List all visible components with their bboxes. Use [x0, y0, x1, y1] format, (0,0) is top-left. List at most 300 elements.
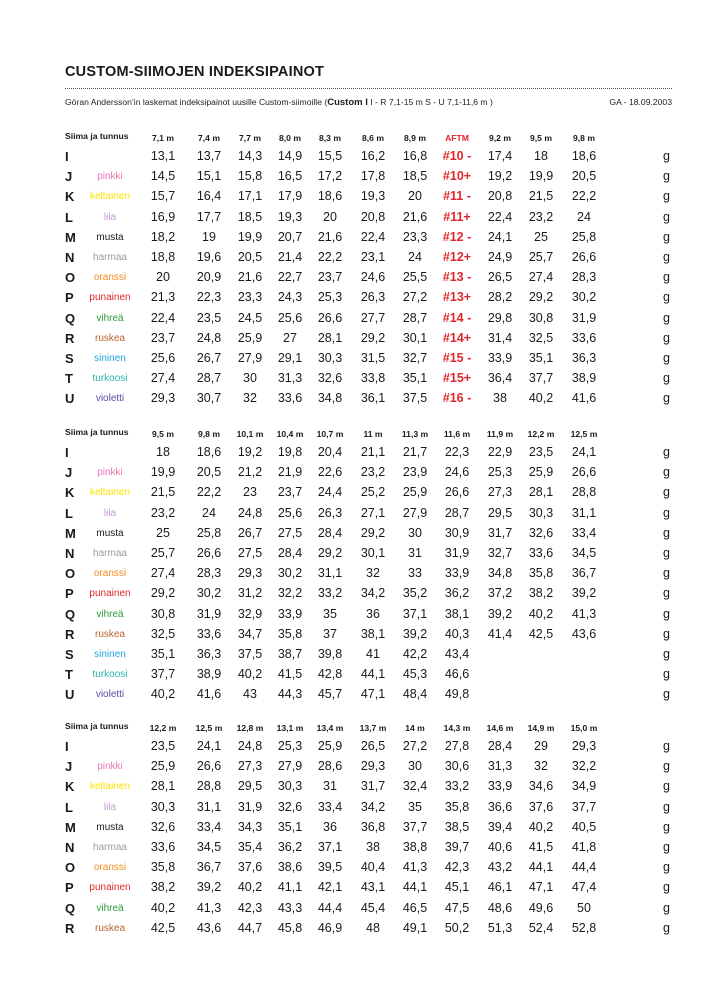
weight-cell: 25	[156, 525, 170, 540]
weight-cell: 21,5	[528, 189, 554, 204]
unit-label: g	[663, 249, 670, 264]
weight-cell: 38,1	[360, 626, 386, 641]
weight-cell: 37,7	[528, 371, 554, 386]
weight-cell: 40,6	[487, 839, 513, 854]
line-letter: I	[65, 445, 69, 460]
weight-cell: 27,3	[487, 485, 513, 500]
unit-label: g	[663, 149, 670, 163]
table-row	[65, 583, 677, 603]
weight-cell: 44,7	[237, 920, 263, 935]
page-title: CUSTOM-SIIMOJEN INDEKSIPAINOT	[65, 64, 325, 80]
color-name: pinkki	[97, 761, 123, 773]
weight-cell: 41,4	[487, 626, 513, 641]
line-letter: L	[65, 505, 73, 521]
weight-cell: 44,1	[528, 860, 554, 875]
weight-cell: 29,3	[360, 759, 386, 774]
column-header: 14,9 m	[527, 723, 555, 733]
weight-cell: 46,1	[487, 880, 513, 895]
unit-label: g	[663, 545, 670, 560]
weight-cell: 38,9	[196, 667, 222, 682]
weight-cell: 18,6	[196, 445, 222, 459]
weight-cell: 37,1	[402, 606, 428, 621]
weight-cell: 33,6	[196, 626, 222, 641]
weight-cell: 35,1	[402, 371, 428, 386]
weight-cell: 36	[366, 606, 380, 621]
table-row	[65, 644, 677, 664]
table-row	[65, 736, 677, 756]
unit-label: g	[663, 465, 670, 480]
table-row	[65, 166, 677, 186]
weight-cell: 25,7	[528, 249, 554, 264]
weight-cell: 23,3	[237, 290, 263, 305]
weight-cell: 29,2	[150, 586, 176, 601]
weight-cell: 25,5	[402, 270, 428, 285]
weight-cell: 37,5	[237, 646, 263, 661]
unit-label: g	[663, 839, 670, 854]
unit-label: g	[663, 759, 670, 774]
weight-cell: 36,2	[277, 839, 303, 854]
weight-cell: 18,2	[150, 229, 176, 244]
aftm-class-cell: #10 -	[442, 149, 472, 163]
weight-cell: 41,5	[528, 839, 554, 854]
weight-cell: 31,2	[237, 586, 263, 601]
aftm-class-cell: #13 -	[442, 270, 472, 285]
unit-label: g	[663, 371, 670, 386]
weight-cell: 15,8	[237, 169, 263, 184]
weight-cell: 36,3	[196, 646, 222, 661]
weight-cell: 47,5	[444, 900, 470, 915]
weight-cell: 21,9	[277, 465, 303, 480]
weight-cell: 36	[323, 819, 337, 834]
line-letter: O	[65, 860, 76, 876]
weight-cell: 31	[323, 779, 337, 794]
weight-cell: 20,8	[487, 189, 513, 204]
weight-cell: 24,9	[487, 249, 513, 264]
column-header: 11,9 m	[486, 429, 514, 439]
column-header: 11,6 m	[443, 429, 471, 439]
color-name: vihreä	[96, 312, 124, 324]
weight-cell: 25,6	[277, 310, 303, 325]
subtitle	[65, 97, 672, 108]
weight-cell: 33,4	[571, 525, 597, 540]
weight-cell: 25,3	[317, 290, 343, 305]
column-header: 8,3 m	[319, 133, 341, 143]
weight-table-2	[65, 424, 677, 704]
weight-cell: 47,1	[360, 687, 386, 702]
weight-cell: 29,3	[237, 566, 263, 581]
color-name: sininen	[94, 352, 126, 364]
color-name: punainen	[89, 882, 131, 894]
weight-cell: 32,2	[277, 586, 303, 601]
table-row	[65, 918, 677, 938]
weight-cell: 23,1	[360, 249, 386, 264]
weight-cell: 40,2	[237, 880, 263, 895]
weight-cell: 17,1	[237, 189, 263, 204]
color-name: turkoosi	[92, 373, 128, 385]
weight-cell: 42,3	[237, 900, 263, 915]
column-header: 9,5 m	[152, 429, 174, 439]
weight-cell: 49,8	[444, 687, 470, 702]
weight-cell: 52,4	[528, 920, 554, 935]
unit-label: g	[663, 350, 670, 365]
color-name: musta	[96, 527, 124, 539]
color-name: violetti	[95, 689, 125, 701]
weight-cell: 25,9	[402, 485, 428, 500]
weight-cell: 28,7	[444, 505, 470, 520]
unit-label: g	[663, 189, 670, 204]
weight-cell: 21,1	[360, 445, 386, 459]
weight-cell: 42,2	[402, 646, 428, 661]
color-name: musta	[96, 231, 124, 243]
weight-cell: 43,4	[444, 646, 470, 661]
weight-cell: 34,8	[487, 566, 513, 581]
weight-cell: 28,8	[571, 485, 597, 500]
weight-cell: 29,8	[487, 310, 513, 325]
weight-cell: 33,2	[444, 779, 470, 794]
weight-cell: 44,4	[317, 900, 343, 915]
line-letter: I	[65, 149, 69, 164]
column-header: 10,7 m	[316, 429, 344, 439]
aftm-class-cell: #11 -	[443, 189, 471, 204]
color-name: lila	[103, 211, 117, 223]
unit-label: g	[663, 445, 670, 459]
weight-cell: 18	[156, 445, 170, 459]
weight-cell: 32	[366, 566, 380, 581]
weight-cell: 30,7	[196, 391, 222, 406]
weight-cell: 21,4	[277, 249, 303, 264]
column-header: 13,7 m	[359, 723, 387, 733]
weight-cell: 32,6	[317, 371, 343, 386]
weight-cell: 44,3	[277, 687, 303, 702]
table-row	[65, 146, 677, 166]
weight-cell: 48,4	[402, 687, 428, 702]
weight-cell: 31,7	[360, 779, 386, 794]
table-row	[65, 776, 677, 796]
weight-cell: 32,7	[402, 350, 428, 365]
column-header: 8,6 m	[362, 133, 384, 143]
weight-cell: 23,7	[277, 485, 303, 500]
weight-cell: 22,6	[317, 465, 343, 480]
weight-cell: 35	[323, 606, 337, 621]
weight-cell: 32	[243, 391, 257, 406]
aftm-class-cell: #15 -	[442, 350, 472, 365]
weight-cell: 20,9	[196, 270, 222, 285]
column-header: 9,8 m	[573, 133, 595, 143]
weight-cell: 32,2	[571, 759, 597, 774]
weight-cell: 18	[534, 149, 548, 163]
weight-cell: 27,1	[360, 505, 386, 520]
weight-cell: 30	[408, 759, 422, 774]
weight-cell: 41,8	[571, 839, 597, 854]
weight-cell: 30,9	[444, 525, 470, 540]
weight-cell: 50	[577, 900, 591, 915]
weight-cell: 16,2	[360, 149, 386, 163]
line-letter: N	[65, 249, 75, 265]
weight-cell: 38,9	[571, 371, 597, 386]
weight-cell: 32,7	[487, 545, 513, 560]
weight-cell: 29,3	[571, 739, 597, 753]
unit-label: g	[663, 819, 670, 834]
weight-cell: 33,9	[277, 606, 303, 621]
weight-cell: 41	[366, 646, 380, 661]
weight-cell: 33,9	[487, 779, 513, 794]
weight-cell: 21,2	[237, 465, 263, 480]
weight-cell: 26,6	[444, 485, 470, 500]
unit-label: g	[663, 330, 670, 345]
weight-cell: 31,9	[444, 545, 470, 560]
weight-cell: 32,6	[277, 799, 303, 814]
line-letter: O	[65, 566, 76, 582]
weight-cell: 26,6	[571, 465, 597, 480]
weight-cell: 29	[534, 739, 548, 753]
weight-cell: 39,2	[571, 586, 597, 601]
weight-cell: 24,8	[237, 739, 263, 753]
weight-cell: 40,2	[150, 900, 176, 915]
unit-label: g	[663, 310, 670, 325]
table-row	[65, 604, 677, 624]
table-row	[65, 207, 677, 227]
weight-cell: 22,3	[444, 445, 470, 459]
table-row	[65, 462, 677, 482]
weight-cell: 26,5	[360, 739, 386, 753]
weight-cell: 24,1	[487, 229, 513, 244]
weight-cell: 36,8	[360, 819, 386, 834]
weight-cell: 29,3	[150, 391, 176, 406]
weight-cell: 18,8	[150, 249, 176, 264]
unit-label: g	[663, 626, 670, 641]
table-row	[65, 287, 677, 307]
weight-cell: 44,1	[402, 880, 428, 895]
weight-cell: 52,8	[571, 920, 597, 935]
weight-cell: 23,2	[150, 505, 176, 520]
weight-cell: 40,2	[528, 391, 554, 406]
weight-cell: 18,5	[237, 209, 263, 224]
unit-label: g	[663, 779, 670, 794]
weight-cell: 20,8	[360, 209, 386, 224]
weight-cell: 28,6	[317, 759, 343, 774]
weight-cell: 47,1	[528, 880, 554, 895]
line-letter: N	[65, 839, 75, 855]
weight-cell: 32,5	[150, 626, 176, 641]
color-name: vihreä	[96, 902, 124, 914]
weight-cell: 14,3	[237, 149, 263, 163]
weight-cell: 23,7	[150, 330, 176, 345]
weight-cell: 17,8	[360, 169, 386, 184]
weight-cell: 25,3	[277, 739, 303, 753]
weight-cell: 16,8	[402, 149, 428, 163]
weight-cell: 28,7	[402, 310, 428, 325]
color-name: ruskea	[94, 628, 125, 640]
weight-cell: 40,2	[237, 667, 263, 682]
weight-cell: 22,4	[487, 209, 513, 224]
color-name: keltainen	[89, 781, 131, 793]
weight-cell: 21,6	[317, 229, 343, 244]
weight-cell: 24,1	[196, 739, 222, 753]
subtitle-range: I - R 7,1-15 m S - U 7,1-11,6 m )	[367, 97, 493, 107]
weight-cell: 29,2	[360, 330, 386, 345]
weight-cell: 31,4	[487, 330, 513, 345]
weight-cell: 43,3	[277, 900, 303, 915]
weight-cell: 41,6	[196, 687, 222, 702]
line-letter: Q	[65, 310, 76, 326]
weight-cell: 38,1	[444, 606, 470, 621]
weight-cell: 22,9	[487, 445, 513, 459]
aftm-class-cell: #16 -	[442, 391, 472, 406]
weight-cell: 43,6	[196, 920, 222, 935]
weight-cell: 34,9	[571, 779, 597, 794]
column-header: 10,4 m	[276, 429, 304, 439]
weight-cell: 27,4	[528, 270, 554, 285]
weight-cell: 22,4	[360, 229, 386, 244]
unit-label: g	[663, 270, 670, 285]
aftm-class-cell: #12+	[442, 249, 472, 264]
weight-cell: 34,2	[360, 586, 386, 601]
unit-label: g	[663, 229, 670, 244]
line-letter: L	[65, 799, 73, 815]
weight-cell: 39,5	[317, 860, 343, 875]
weight-cell: 30,8	[528, 310, 554, 325]
weight-cell: 35,8	[277, 626, 303, 641]
weight-cell: 24,5	[237, 310, 263, 325]
weight-cell: 21,6	[402, 209, 428, 224]
weight-cell: 37,2	[487, 586, 513, 601]
weight-cell: 38,2	[150, 880, 176, 895]
weight-cell: 33,6	[528, 545, 554, 560]
unit-label: g	[663, 739, 670, 753]
color-name: harmaa	[93, 547, 127, 559]
header-label: Siima ja tunnus	[65, 721, 129, 731]
weight-cell: 39,2	[487, 606, 513, 621]
weight-cell: 38,7	[277, 646, 303, 661]
weight-cell: 17,2	[317, 169, 343, 184]
line-letter: K	[65, 189, 75, 205]
table-row	[65, 797, 677, 817]
weight-cell: 29,2	[317, 545, 343, 560]
weight-cell: 28,2	[487, 290, 513, 305]
weight-cell: 26,3	[317, 505, 343, 520]
weight-cell: 35,8	[528, 566, 554, 581]
weight-cell: 24	[202, 505, 216, 520]
weight-cell: 24	[577, 209, 591, 224]
weight-cell: 24,1	[571, 445, 597, 459]
weight-cell: 33,6	[571, 330, 597, 345]
color-name: ruskea	[94, 332, 125, 344]
weight-cell: 35	[408, 799, 422, 814]
weight-cell: 25,6	[150, 350, 176, 365]
weight-cell: 28,1	[317, 330, 343, 345]
color-name: oranssi	[93, 568, 127, 580]
weight-cell: 22,7	[277, 270, 303, 285]
weight-cell: 46,5	[402, 900, 428, 915]
table-row	[65, 368, 677, 388]
weight-cell: 44,1	[360, 667, 386, 682]
weight-cell: 24,6	[444, 465, 470, 480]
weight-cell: 37,5	[402, 391, 428, 406]
weight-cell: 29,2	[528, 290, 554, 305]
weight-cell: 23,3	[402, 229, 428, 244]
weight-cell: 35,4	[237, 839, 263, 854]
column-header: 14,3 m	[443, 723, 471, 733]
table-row	[65, 898, 677, 918]
header-label: Siima ja tunnus	[65, 131, 129, 141]
unit-label: g	[663, 290, 670, 305]
color-name: ruskea	[94, 922, 125, 934]
weight-cell: 33,9	[487, 350, 513, 365]
weight-cell: 28,8	[196, 779, 222, 794]
line-letter: J	[65, 465, 73, 481]
weight-cell: 32,5	[528, 330, 554, 345]
weight-cell: 46,9	[317, 920, 343, 935]
color-name: oranssi	[93, 862, 127, 874]
column-header: 9,2 m	[489, 133, 511, 143]
weight-cell: 31,1	[317, 566, 343, 581]
weight-cell: 24	[408, 249, 422, 264]
aftm-class-cell: #14 -	[442, 310, 472, 325]
weight-cell: 45,8	[277, 920, 303, 935]
line-letter: M	[65, 525, 76, 541]
weight-cell: 43,6	[571, 626, 597, 641]
weight-cell: 45,3	[402, 667, 428, 682]
weight-cell: 27,9	[237, 350, 263, 365]
table-row	[65, 523, 677, 543]
table-header-row	[65, 718, 677, 736]
weight-cell: 39,7	[444, 839, 470, 854]
weight-cell: 16,5	[277, 169, 303, 184]
weight-cell: 22,2	[196, 485, 222, 500]
weight-cell: 39,2	[402, 626, 428, 641]
weight-cell: 17,4	[487, 149, 513, 163]
weight-cell: 40,3	[444, 626, 470, 641]
weight-cell: 22,3	[196, 290, 222, 305]
weight-cell: 40,2	[150, 687, 176, 702]
table-row	[65, 482, 677, 502]
color-name: pinkki	[97, 171, 123, 183]
weight-cell: 45,7	[317, 687, 343, 702]
table-row	[65, 308, 677, 328]
table-row	[65, 247, 677, 267]
weight-cell: 25,9	[150, 759, 176, 774]
weight-cell: 24,3	[277, 290, 303, 305]
weight-cell: 20,5	[196, 465, 222, 480]
weight-cell: 34,8	[317, 391, 343, 406]
weight-cell: 42,1	[317, 880, 343, 895]
weight-cell: 27,4	[150, 371, 176, 386]
column-header: 11 m	[363, 429, 383, 439]
weight-cell: 34,7	[237, 626, 263, 641]
weight-cell: 43	[243, 687, 257, 702]
column-header: 7,4 m	[198, 133, 220, 143]
weight-cell: 35,1	[528, 350, 554, 365]
line-letter: M	[65, 229, 76, 245]
weight-cell: 23,7	[317, 270, 343, 285]
weight-cell: 40,2	[528, 819, 554, 834]
weight-cell: 26,7	[237, 525, 263, 540]
weight-cell: 38,6	[277, 860, 303, 875]
unit-label: g	[663, 485, 670, 500]
line-letter: S	[65, 350, 74, 366]
weight-cell: 37,1	[317, 839, 343, 854]
line-letter: T	[65, 371, 73, 387]
weight-cell: 41,3	[402, 860, 428, 875]
weight-cell: 22,2	[571, 189, 597, 204]
weight-cell: 24,8	[196, 330, 222, 345]
weight-cell: 34,5	[196, 839, 222, 854]
weight-cell: 25,7	[150, 545, 176, 560]
line-letter: O	[65, 270, 76, 286]
color-name: lila	[103, 801, 117, 813]
table-row	[65, 388, 677, 408]
subtitle-date: GA - 18.09.2003	[609, 97, 672, 107]
